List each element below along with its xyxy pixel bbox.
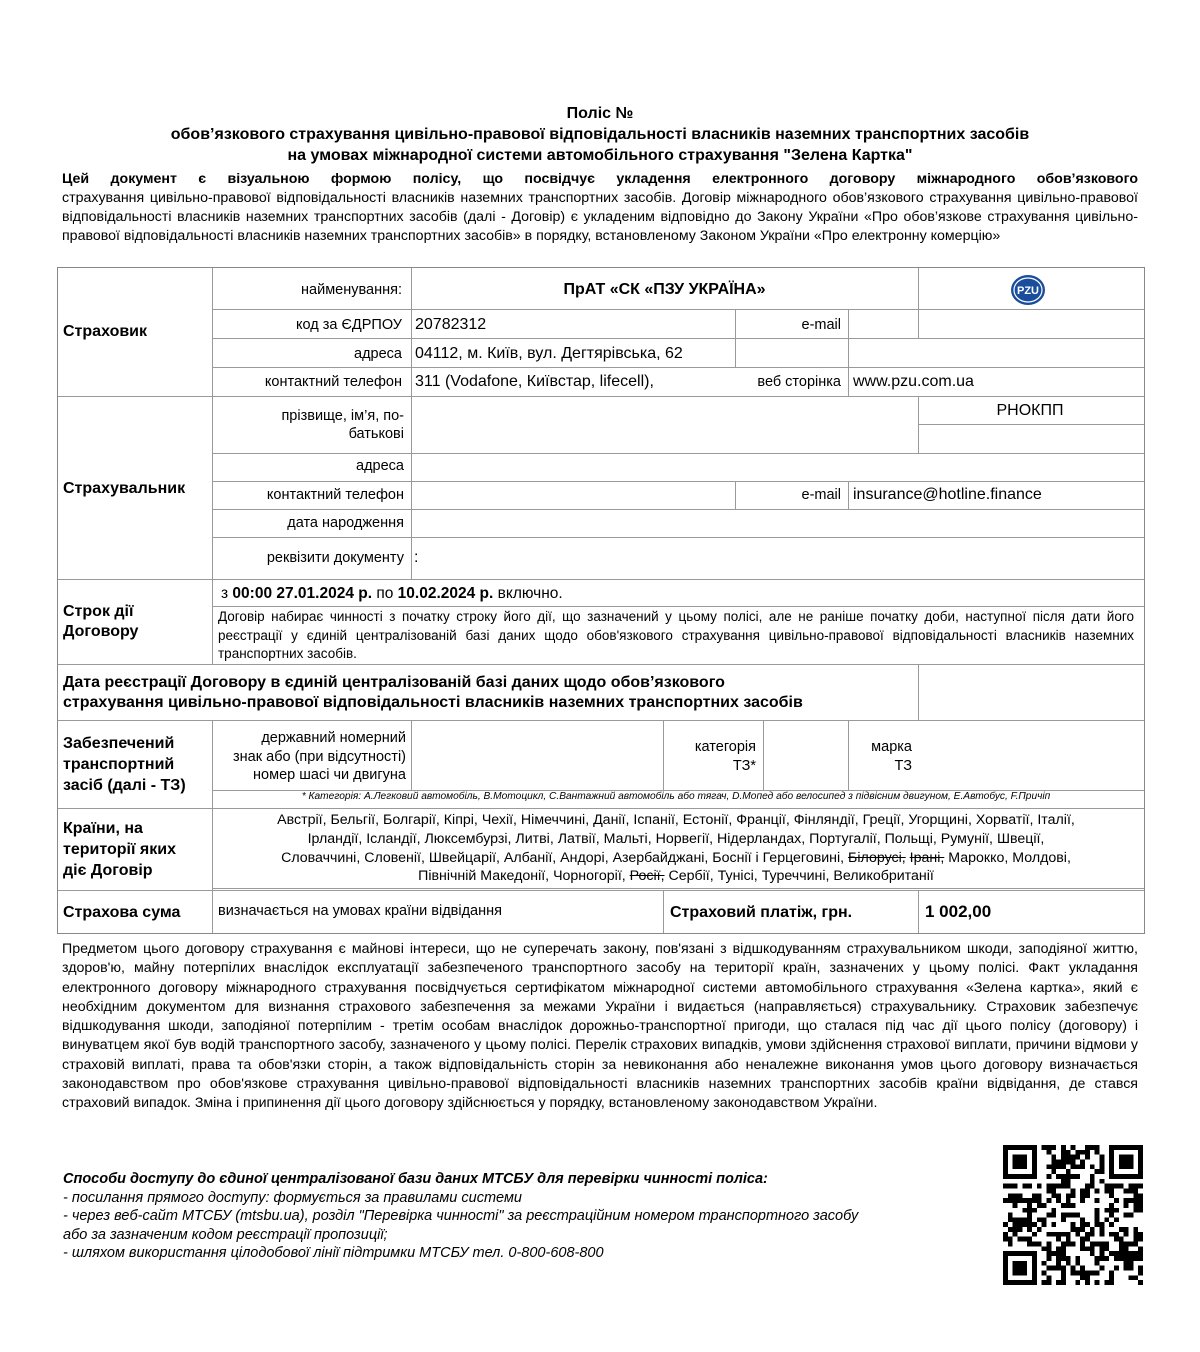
countries-line-3a: Словаччині, Словенії, Швейцарії, Албанії, Андорі, Азербайджані, Боснії і Герцеговині, xyxy=(281,849,845,866)
edrpou-label: код за ЄДРПОУ xyxy=(296,317,402,333)
edrpou-value: 20782312 xyxy=(415,316,487,333)
registration-line-2: страхування цивільно-правової відповідальності власників наземних транспортних засобів xyxy=(63,694,803,711)
access-item-2b: або за зазначеним кодом реєстрації пропозиції; xyxy=(63,1226,388,1243)
category-label-1: категорія xyxy=(694,739,756,755)
registration-label xyxy=(63,673,923,713)
access-item-2a: - через веб-сайт МТСБУ (mtsbu.ua), розділ "Перевірка чинності" за реєстраційним номером транспортного засобу xyxy=(63,1208,859,1224)
term-from-value: 00:00 27.01.2024 р. xyxy=(232,585,373,602)
vehicle-section-label xyxy=(63,733,186,796)
countries-line-4b: Сербії, Тунісі, Туреччині, Великобританії xyxy=(668,868,934,885)
intro-text xyxy=(62,170,1138,246)
policy-subtitle-2: на умовах міжнародної системи автомобільного страхування "Зелена Картка" xyxy=(287,147,913,164)
insurer-section-label: Страховик xyxy=(63,323,148,340)
countries-line-1: Австрії, Бельгії, Болгарії, Кіпрі, Чехії, Німеччині, Данії, Іспанії, Естонії, Франції, Фінляндії, Греції, Угорщині, Хорватії, Італії, xyxy=(277,812,1075,828)
brand-label xyxy=(820,738,912,776)
insurer-web: www.pzu.com.ua xyxy=(853,373,974,390)
countries-line-4 xyxy=(212,867,1140,886)
term-from-word: з xyxy=(221,585,229,602)
insurer-address-label: адреса xyxy=(354,346,402,362)
payment-value: 1 002,00 xyxy=(925,902,992,921)
payment-label: Страховий платіж, грн. xyxy=(670,904,853,921)
pzu-logo-text: PZU xyxy=(1017,285,1039,297)
access-item-3: - шляхом використання цілодобової лінії підтримки МТСБУ тел. 0-800-608-800 xyxy=(63,1245,604,1261)
term-section-label-2: Договору xyxy=(63,623,139,640)
plate-label-1: державний номерний xyxy=(261,730,406,746)
countries-section-label-3: діє Договір xyxy=(63,862,153,879)
category-label-2: ТЗ* xyxy=(732,758,756,774)
policy-body-text: Предметом цього договору страхування є майнові інтереси, що не суперечать закону, пов'язані з відшкодуванням страхувальником шкоди, заподіяної життю, здоров'ю, майну потерпілих внаслідок експлуатації забезпеченого транспортного засобу на території країн, зазначених у цьому полісі. Факт укладання електронного договору міжнародного страхування посвідчується сертифікатом міжнародної системи автомобільного страхування «Зелена картка», який є необхідним документом для визнання страхового забезпечення за межами України і видається (направляється) страхувальнику. Страховик забезпечує відшкодування шкоди, заподіяної потерпілим - третім особам внаслідок дорожньо-транспортної пригоди, що сталася під час дії цього полісу (договору) і винуватцем якої був водій транспортного засобу, зазначеного у цьому полісі. Перелік страхових випадків, умови здійснення страхової виплати, причини відмови у страховій виплаті, права та обов'язки сторін, а також відповідальність сторін за невиконання або неналежне виконання умов цього договору визначається законодавством про обов'язкове страхування цивільно-правової відповідальності власників наземних транспортних засобів країни відвідання, де стався страховий випадок. Зміна і припинення дії цього договору здійснюється у порядку, встановленому законодавством України. xyxy=(62,941,1138,1112)
vehicle-section-label-2: транспортний xyxy=(63,756,175,773)
vehicle-section-label-1: Забезпечений xyxy=(63,735,175,752)
policyholder-name-label xyxy=(212,407,404,443)
policyholder-email: insurance@hotline.finance xyxy=(853,486,1042,503)
term-to-value: 10.02.2024 р. xyxy=(397,585,494,602)
policyholder-name-label-1: прізвище, ім’я, по- xyxy=(281,408,404,424)
document-value: : xyxy=(414,549,419,566)
brand-label-2: ТЗ xyxy=(894,758,912,774)
countries-line-2: Ірландії, Ісландії, Люксембурзі, Литві, Латвії, Мальті, Норвегії, Нідерландах, Португалії, Польщі, Румунії, Швеції, xyxy=(307,830,1045,847)
policyholder-phone-label: контактний телефон xyxy=(266,487,404,503)
struck-country-3: Росії, xyxy=(629,868,665,885)
plate-label xyxy=(212,729,406,785)
plate-label-3: номер шасі чи двигуна xyxy=(253,767,406,783)
qr-code-icon xyxy=(1003,1145,1143,1285)
insurer-phone-label: контактний телефон xyxy=(264,374,402,390)
term-note: Договір набирає чинності з початку строку його дії, що зазначений у цьому полісі, але не раніше початку доби, наступної після дати його реєстрації у єдиній централізованій базі даних щодо обов'язкового страхування цивільно-правової відповідальності власників наземних транспортних засобів. xyxy=(218,609,1134,661)
insurer-name: ПрАТ «СК «ПЗУ УКРАЇНА» xyxy=(563,281,766,298)
sum-section-label: Страхова сума xyxy=(63,904,181,921)
term-suffix: включно. xyxy=(497,585,563,602)
intro-rest: страхування цивільно-правової відповідальності власників наземних транспортних засобів. Договір міжнародного обов’язкового страхування цивільно-правової відповідальності власників наземних транспортних засобів (далі - Договір) є укладеним відповідно до Закону України «Про обов’язкове страхування цивільно-правової відповідальності власників наземних транспортних засобів» в порядку, встановленому Законом України «Про електронну комерцію» xyxy=(62,190,1138,244)
policyholder-name-label-2: батькові xyxy=(348,426,404,442)
policyholder-email-label: e-mail xyxy=(801,487,841,503)
category-footnote: * Категорія: A.Легковий автомобіль, B.Мотоцикл, C.Вантажний автомобіль або тягач, D.Мопед або велосипед з підвісним двигуном, E.Автобус, F.Причіп xyxy=(301,791,1051,802)
term-section-label xyxy=(63,602,138,642)
struck-country-1: Білорусі, xyxy=(848,849,906,866)
pzu-logo-icon xyxy=(1008,273,1048,307)
countries-line-3b: Марокко, Молдові, xyxy=(948,849,1071,866)
countries-section-label xyxy=(63,818,176,881)
insurer-web-label: веб сторінка xyxy=(757,374,841,390)
term-section-label-1: Строк дії xyxy=(63,603,134,620)
policy-title: Поліс № xyxy=(566,105,634,122)
document-label: реквізити документу xyxy=(266,550,404,566)
vehicle-section-label-3: засіб (далі - ТЗ) xyxy=(63,777,186,794)
insurer-email-label: e-mail xyxy=(801,317,841,333)
sum-value: визначається на умовах країни відвідання xyxy=(218,903,502,919)
countries-line-4a: Північній Македонії, Чорногорії, xyxy=(418,868,626,885)
insurer-address: 04112, м. Київ, вул. Дегтярівська, 62 xyxy=(415,345,683,362)
countries-section-label-2: території яких xyxy=(63,841,176,858)
intro-line-1: Цей документ є візуальною формою полісу, що посвідчує укладення електронного договору міжнародного обов’язкового xyxy=(62,171,1138,187)
countries-section-label-1: Країни, на xyxy=(63,820,143,837)
policyholder-address-label: адреса xyxy=(356,458,404,474)
insurer-phone: 311 (Vodafone, Київстар, lifecell), xyxy=(415,373,654,390)
registration-line-1: Дата реєстрації Договору в єдиній централізованій базі даних щодо обов’язкового xyxy=(63,674,725,691)
struck-country-2: Ірані, xyxy=(909,849,945,866)
countries-line-3 xyxy=(212,849,1140,868)
category-label xyxy=(664,738,756,776)
term-to-word: по xyxy=(376,585,394,602)
access-methods xyxy=(63,1170,963,1263)
access-item-1: - посилання прямого доступу: формується за правилами системи xyxy=(63,1189,522,1206)
dob-label: дата народження xyxy=(287,515,404,531)
rnokpp-label: РНОКПП xyxy=(996,402,1064,419)
countries-list xyxy=(212,811,1140,886)
access-heading: Способи доступу до єдиної централізованої бази даних МТСБУ для перевірки чинності поліса: xyxy=(63,1171,768,1187)
policy-subtitle: обов’язкового страхування цивільно-правової відповідальності власників наземних транспортних засобів xyxy=(170,126,1030,143)
brand-label-1: марка xyxy=(871,739,912,755)
policyholder-section-label: Страхувальник xyxy=(63,480,186,497)
insurer-name-label: найменування: xyxy=(301,282,402,298)
term-period xyxy=(221,585,563,603)
plate-label-2: знак або (при відсутності) xyxy=(233,748,406,765)
